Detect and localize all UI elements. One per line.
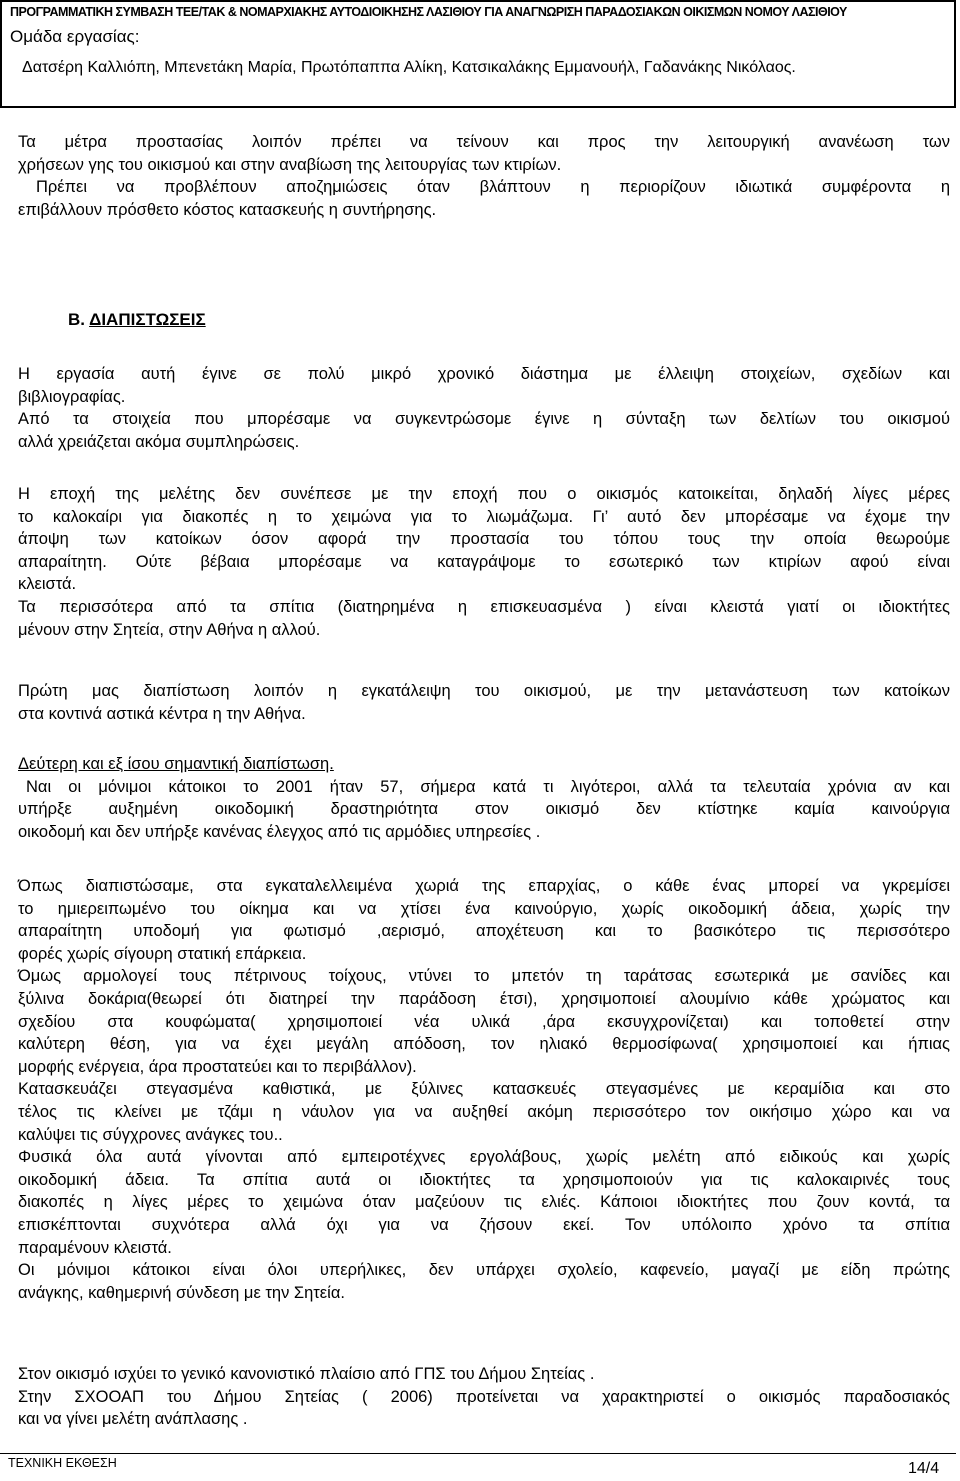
text-line: στα κοντινά αστικά κέντρα η την Αθήνα. (18, 704, 306, 723)
text-line: Κατασκευάζει στεγασμένα καθιστικά, με ξύλινες κατασκευές στεγασμένες με κεραμίδια και στο (18, 1080, 950, 1099)
paragraph-6 (18, 1363, 950, 1431)
text-line: επιβάλλουν πρόσθετο κόστος κατασκευής η συντήρησης. (18, 200, 437, 219)
text-line: Τα περισσότερα από τα σπίτια (διατηρημένα η επισκευασμένα ) είναι κλειστά γιατί οι ιδιοκτήτες (18, 597, 950, 616)
page-number: 14/4 (908, 1460, 940, 1477)
paragraph-5 (18, 875, 950, 1304)
text-line: το ημιερειπωμένο του οίκημα και να χτίσει ένα καινούργιο, χωρίς οικοδομική άδεια, χωρίς την (18, 899, 950, 918)
intro-paragraph (18, 131, 950, 221)
section-number: Β. (68, 310, 85, 329)
work-group-members: Δατσέρη Καλλιόπη, Μπενετάκη Μαρία, Πρωτόπαππα Αλίκη, Κατσικαλάκης Εμμανουήλ, Γαδανάκης Νικόλαος. (22, 59, 796, 76)
text-line: Στην ΣΧΟΟΑΠ του Δήμου Σητείας ( 2006) προτείνεται να χαρακτηριστεί ο οικισμός παραδοσιακός (18, 1387, 950, 1406)
header-box (0, 0, 956, 108)
text-line: μένουν στην Σητεία, στην Αθήνα η αλλού. (18, 620, 321, 639)
section-title: ΔΙΑΠΙΣΤΩΣΕΙΣ (89, 310, 206, 329)
text-line: Ναι οι μόνιμοι κάτοικοι το 2001 ήταν 57, σήμερα κατά τι λιγότεροι, αλλά τα τελευταία χρόνια αν και (26, 777, 950, 796)
text-line: αλλά χρειάζεται ακόμα συμπληρώσεις. (18, 432, 300, 451)
text-line: φορές χωρίς σίγουρη στατική επάρκεια. (18, 944, 307, 963)
work-group-label: Ομάδα εργασίας: (10, 27, 140, 46)
text-line: Η εποχή της μελέτης δεν συνέπεσε με την εποχή που ο οικισμός κατοικείται, δηλαδή λίγες μέρες (18, 485, 950, 503)
text-line: Πρώτη μας διαπίστωση λοιπόν η εγκατάλειψη του οικισμού, με την μετανάστευση των κατοίκων (18, 682, 950, 700)
text-line: ξύλινα δοκάρια(θεωρεί ότι διατηρεί την παράδοση έτσι), χρησιμοποιεί αλουμίνιο κάθε χρώματος και (18, 989, 950, 1008)
text-line: τέλος τις κλείνει με τζάμι η νάυλον για να αυξηθεί ακόμη περισσότερο τον οικήσιμο χώρο και να (18, 1102, 950, 1121)
paragraph-2 (18, 483, 950, 641)
text-line: Στον οικισμό ισχύει το γενικό κανονιστικό πλαίσιο από ΓΠΣ του Δήμου Σητείας . (18, 1365, 595, 1383)
paragraph-4-heading: Δεύτερη και εξ ίσου σημαντική διαπίστωση. (18, 755, 334, 773)
text-line: κλειστά. (18, 575, 77, 594)
text-line: Όπως διαπιστώσαμε, στα εγκαταλελλειμένα χωριά της επαρχίας, ο κάθε ένας μπορεί να γκρεμίσει (18, 877, 950, 895)
text-line: απαραίτητη υποδομή για φωτισμό ,αερισμό, αποχέτευση και το βασικότερο τις περισσότερο (18, 922, 950, 941)
text-line: υπήρξε αυξημένη οικοδομική δραστηριότητα στον οικισμό δεν κτίστηκε καμία καινούργια (18, 800, 950, 819)
text-line: διακοπές η λίγες μέρες το χειμώνα όταν μαζεύουν τις ελιές. Κάποιοι ιδιοκτήτες που ζουν κοντά, τα (18, 1193, 950, 1212)
program-title: ΠΡΟΓΡΑΜΜΑΤΙΚΗ ΣΥΜΒΑΣΗ ΤΕΕ/ΤΑΚ & ΝΟΜΑΡΧΙΑΚΗΣ ΑΥΤΟΔΙΟΙΚΗΣΗΣ ΛΑΣΙΘΙΟΥ ΓΙΑ ΑΝΑΓΝΩΡΙΣΗ ΠΑΡΑΔΟΣΙΑΚΩΝ ΟΙΚΙΣΜΩΝ ΝΟΜΟΥ ΛΑΣΙΘΙΟΥ (10, 5, 847, 19)
text-line: Πρέπει να προβλέπουν αποζημιώσεις όταν βλάπτουν η περιορίζουν ιδιωτικά συμφέροντα η (36, 178, 950, 197)
text-line: Φυσικά όλα αυτά γίνονται από εμπειροτέχνες εργολάβους, χωρίς μελέτη από ειδικούς και χωρίς (18, 1148, 950, 1167)
footer-label: ΤΕΧΝΙΚΗ ΕΚΘΕΣΗ (8, 1456, 117, 1470)
text-line: καλύψει τις σύγχρονες ανάγκες του.. (18, 1125, 283, 1144)
paragraph-1 (18, 363, 950, 453)
text-line: Οι μόνιμοι κάτοικοι είναι όλοι υπερήλικες, δεν υπάρχει σχολείο, καφενείο, μαγαζί με είδη πρώτης (18, 1261, 950, 1280)
text-line: μορφής ενέργεια, άρα προστατεύει και το περιβάλλον). (18, 1057, 417, 1076)
text-line: και να γίνει μελέτη ανάπλασης . (18, 1410, 248, 1429)
text-line: Όμως αρμολογεί τους πέτρινους τοίχους, ντύνει το μπετόν τη ταράτσας εσωτερικά με σανίδες και (18, 967, 950, 986)
text-line: οικοδομική άδεια. Τα σπίτια αυτά οι ιδιοκτήτες τα χρησιμοποιούν για τις καλοκαιρινές τους (18, 1170, 950, 1189)
text-line: Η εργασία αυτή έγινε σε πολύ μικρό χρονικό διάστημα με έλλειψη στοιχείων, σχεδίων και (18, 365, 950, 383)
text-line: χρήσεων γης του οικισμού και στην αναβίωση της λειτουργίας των κτιρίων. (18, 155, 562, 174)
text-line: καλύτερη θέση, για να έχει μεγάλη απόδοση, τον ηλιακό θερμοσίφωνα( χρησιμοποιεί και ήπιας (18, 1035, 950, 1054)
text-line: Από τα στοιχεία που μπορέσαμε να συγκεντρώσομε έγινε η σύνταξη των δελτίων του οικισμού (18, 410, 950, 429)
paragraph-3 (18, 680, 950, 725)
section-heading (68, 310, 206, 330)
text-line: βιβλιογραφίας. (18, 387, 126, 406)
paragraph-4 (18, 753, 950, 843)
text-line: απαραίτητη. Ούτε βέβαια μπορέσαμε να καταγράψομε το εσωτερικό των κτιρίων αφού είναι (18, 552, 950, 571)
text-line: οικοδομή και δεν υπήρξε κανένας έλεγχος από τις αρμόδιες υπηρεσίες . (18, 822, 541, 841)
text-line: Τα μέτρα προστασίας λοιπόν πρέπει να τείνουν και προς την λειτουργική ανανέωση των (18, 133, 950, 151)
text-line: το καλοκαίρι για διακοπές η το χειμώνα για το λιωμάζωμα. Γι’ αυτό δεν μπορέσαμε να έχομε την (18, 507, 950, 526)
footer-divider (0, 1453, 956, 1454)
text-line: επισκέπτονται συχνότερα αλλά όχι για να ζήσουν εκεί. Τον υπόλοιπο χρόνο τα σπίτια (18, 1215, 950, 1234)
text-line: ανάγκης, καθημερινή σύνδεση με την Σητεία. (18, 1283, 345, 1302)
text-line: σχεδίου στα κουφώματα( χρησιμοποιεί νέα υλικά ,άρα εκσυγχρονίζεται) και τοποθετεί στην (18, 1012, 950, 1031)
text-line: παραμένουν κλειστά. (18, 1238, 172, 1257)
text-line: άποψη των κατοίκων όσον αφορά την προστασία του τόπου τους την οποία θεωρούμε (18, 530, 950, 549)
